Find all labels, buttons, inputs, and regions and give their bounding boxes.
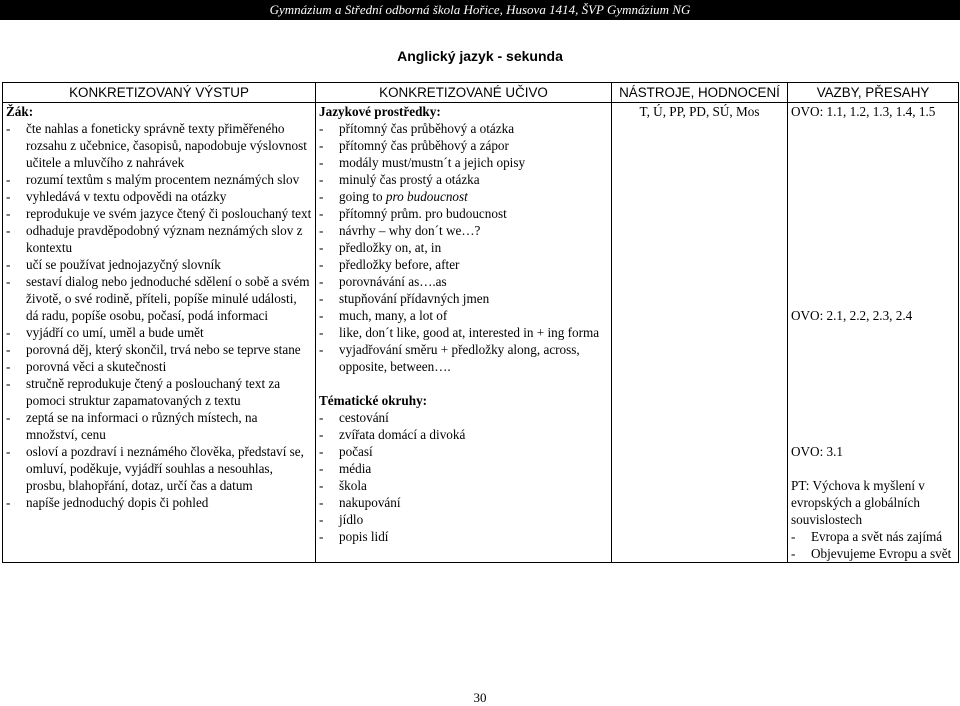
spacer [791,324,955,443]
language-means-list [319,120,608,375]
list-item: - média [319,460,608,477]
list-item: - přítomný čas průběhový a zápor [319,137,608,154]
list-item: - odhaduje pravděpodobný význam neznámých slov z kontextu [6,222,312,256]
outputs-heading: Žák: [6,104,34,119]
table-header-row [3,83,959,103]
list-item: - jídlo [319,511,608,528]
spacer [791,460,955,477]
list-item: - přítomný prům. pro budoucnost [319,205,608,222]
list-item: - porovná věci a skutečnosti [6,358,312,375]
list-item: - předložky on, at, in [319,239,608,256]
spacer [319,375,608,392]
topics-list [319,409,608,545]
list-item: - popis lidí [319,528,608,545]
list-item: - zeptá se na informaci o různých místech, na množství, cenu [6,409,312,443]
list-item: - čte nahlas a foneticky správně texty přiměřeného rozsahu z učebnice, časopisů, napodobuje výslovnost učitele a mluvčího z nahrávek [6,120,312,171]
list-item: - návrhy – why don´t we…? [319,222,608,239]
tools-text: T, Ú, PP, PD, SÚ, Mos [639,104,760,119]
list-item: - učí se používat jednojazyčný slovník [6,256,312,273]
list-item: - Objevujeme Evropu a svět [791,545,955,562]
pt-list [791,528,955,562]
outputs-list [6,120,312,511]
list-item: - stručně reprodukuje čtený a poslouchaný text za pomoci struktur zapamatovaných z textu [6,375,312,409]
list-item: - Evropa a svět nás zajímá [791,528,955,545]
list-item: - porovná děj, který skončil, trvá nebo se teprve stane [6,341,312,358]
list-item: - vyjadřování směru + předložky along, across, opposite, between…. [319,341,608,375]
tools-cell [612,103,788,563]
list-item: - much, many, a lot of [319,307,608,324]
list-item: - porovnávání as….as [319,273,608,290]
column-header-outputs: KONKRETIZOVANÝ VÝSTUP [3,83,316,103]
list-item: - nakupování [319,494,608,511]
list-item: - reprodukuje ve svém jazyce čtený či poslouchaný text [6,205,312,222]
school-banner: Gymnázium a Střední odborná škola Hořice, Husova 1414, ŠVP Gymnázium NG [0,0,960,20]
page-number: 30 [473,690,487,705]
list-item: - minulý čas prostý a otázka [319,171,608,188]
ovo-link-2: OVO: 2.1, 2.2, 2.3, 2.4 [791,308,913,323]
list-item: - stupňování přídavných jmen [319,290,608,307]
column-header-content: KONKRETIZOVANÉ UČIVO [316,83,612,103]
column-header-links: VAZBY, PŘESAHY [788,83,959,103]
list-item-italic: pro budoucnost [385,189,468,204]
language-means-heading: Jazykové prostředky: [319,104,441,119]
curriculum-table [2,82,959,563]
topics-heading: Tématické okruhy: [319,393,428,408]
list-item: - zvířata domácí a divoká [319,426,608,443]
list-item: - modály must/mustn´t a jejich opisy [319,154,608,171]
list-item: - vyjádří co umí, uměl a bude umět [6,324,312,341]
list-item-prefix: going to [339,189,386,204]
list-item: - cestování [319,409,608,426]
links-cell [788,103,959,563]
ovo-link-3: OVO: 3.1 [791,444,844,459]
outputs-cell [3,103,316,563]
list-item: - sestaví dialog nebo jednoduché sdělení o sobě a svém životě, o své rodině, příteli, popíše minulé události, dá radu, popíše osobu, počasí, podá informaci [6,273,312,324]
list-item: - předložky before, after [319,256,608,273]
list-item: - škola [319,477,608,494]
list-item: - rozumí textům s malým procentem neznámých slov [6,171,312,188]
list-item: - přítomný čas průběhový a otázka [319,120,608,137]
list-item [319,188,608,205]
list-item: - napíše jednoduchý dopis či pohled [6,494,312,511]
table-row [3,103,959,563]
column-header-tools: NÁSTROJE, HODNOCENÍ [612,83,788,103]
list-item: - počasí [319,443,608,460]
page-title: Anglický jazyk - sekunda [397,48,563,64]
spacer [791,120,955,307]
pt-link: PT: Výchova k myšlení v evropských a globálních souvislostech [791,478,925,527]
ovo-link-1: OVO: 1.1, 1.2, 1.3, 1.4, 1.5 [791,104,936,119]
list-item: - vyhledává v textu odpovědi na otázky [6,188,312,205]
list-item: - like, don´t like, good at, interested in + ing forma [319,324,608,341]
list-item: - osloví a pozdraví i neznámého člověka, představí se, omluví, poděkuje, vyjádří souhlas a nesouhlas, prosbu, blahopřání, dotaz, určí čas a datum [6,443,312,494]
content-cell [316,103,612,563]
